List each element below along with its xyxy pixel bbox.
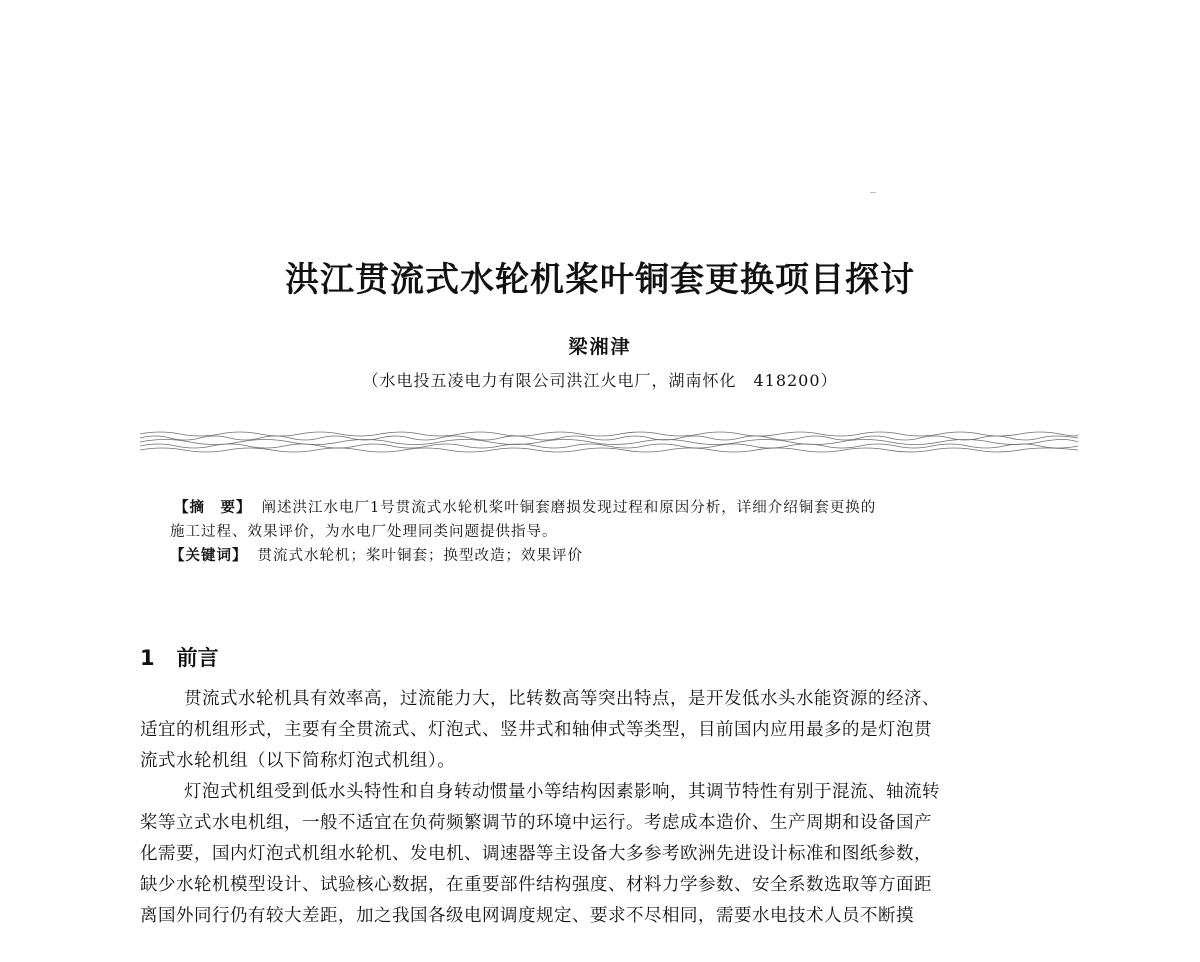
keywords-label: 【关键词】 bbox=[170, 548, 248, 564]
abstract-text-line-1: 阐述洪江水电厂1号贯流式水轮机桨叶铜套磨损发现过程和原因分析，详细介绍铜套更换的 bbox=[261, 500, 877, 516]
body-line: 离国外同行仍有较大差距，加之我国各级电网调度规定、要求不尽相同，需要水电技术人员不断摸 bbox=[140, 906, 914, 926]
section-heading bbox=[140, 642, 219, 672]
body-line: 灯泡式机组受到低水头特性和自身转动惯量小等结构因素影响，其调节特性有别于混流、轴流转 bbox=[184, 782, 940, 802]
body-line: 缺少水轮机模型设计、试验核心数据，在重要部件结构强度、材料力学参数、安全系数选取等方面距 bbox=[140, 875, 932, 895]
abstract-block bbox=[170, 496, 1054, 568]
keywords-row bbox=[170, 544, 1054, 568]
abstract-text-line-2: 施工过程、效果评价，为水电厂处理同类问题提供指导。 bbox=[170, 524, 558, 540]
keywords-text: 贯流式水轮机；桨叶铜套；换型改造；效果评价 bbox=[257, 548, 583, 564]
body-line: 化需要，国内灯泡式机组水轮机、发电机、调速器等主设备大多参考欧洲先进设计标准和图纸参数， bbox=[140, 844, 932, 864]
section-number: 1 bbox=[140, 646, 155, 670]
scan-artifact bbox=[870, 192, 876, 193]
body-text bbox=[140, 684, 1080, 932]
abstract-row bbox=[174, 496, 1054, 520]
body-line: 贯流式水轮机具有效率高，过流能力大，比转数高等突出特点，是开发低水头水能资源的经济、 bbox=[184, 689, 940, 709]
paper-title: 洪江贯流式水轮机桨叶铜套更换项目探讨 bbox=[285, 260, 915, 300]
section-title: 前言 bbox=[176, 646, 219, 670]
author-name: 梁湘津 bbox=[568, 336, 632, 358]
author-affiliation: （水电投五凌电力有限公司洪江火电厂，湖南怀化 418200） bbox=[362, 371, 838, 390]
decorative-wave-divider bbox=[140, 428, 1078, 454]
body-line: 适宜的机组形式，主要有全贯流式、灯泡式、竖井式和轴伸式等类型，目前国内应用最多的是灯泡贯 bbox=[140, 720, 932, 740]
body-line: 流式水轮机组（以下简称灯泡式机组）。 bbox=[140, 751, 456, 771]
body-line: 桨等立式水电机组，一般不适宜在负荷频繁调节的环境中运行。考虑成本造价、生产周期和设备国产 bbox=[140, 813, 932, 833]
abstract-label: 【摘 要】 bbox=[174, 500, 252, 516]
